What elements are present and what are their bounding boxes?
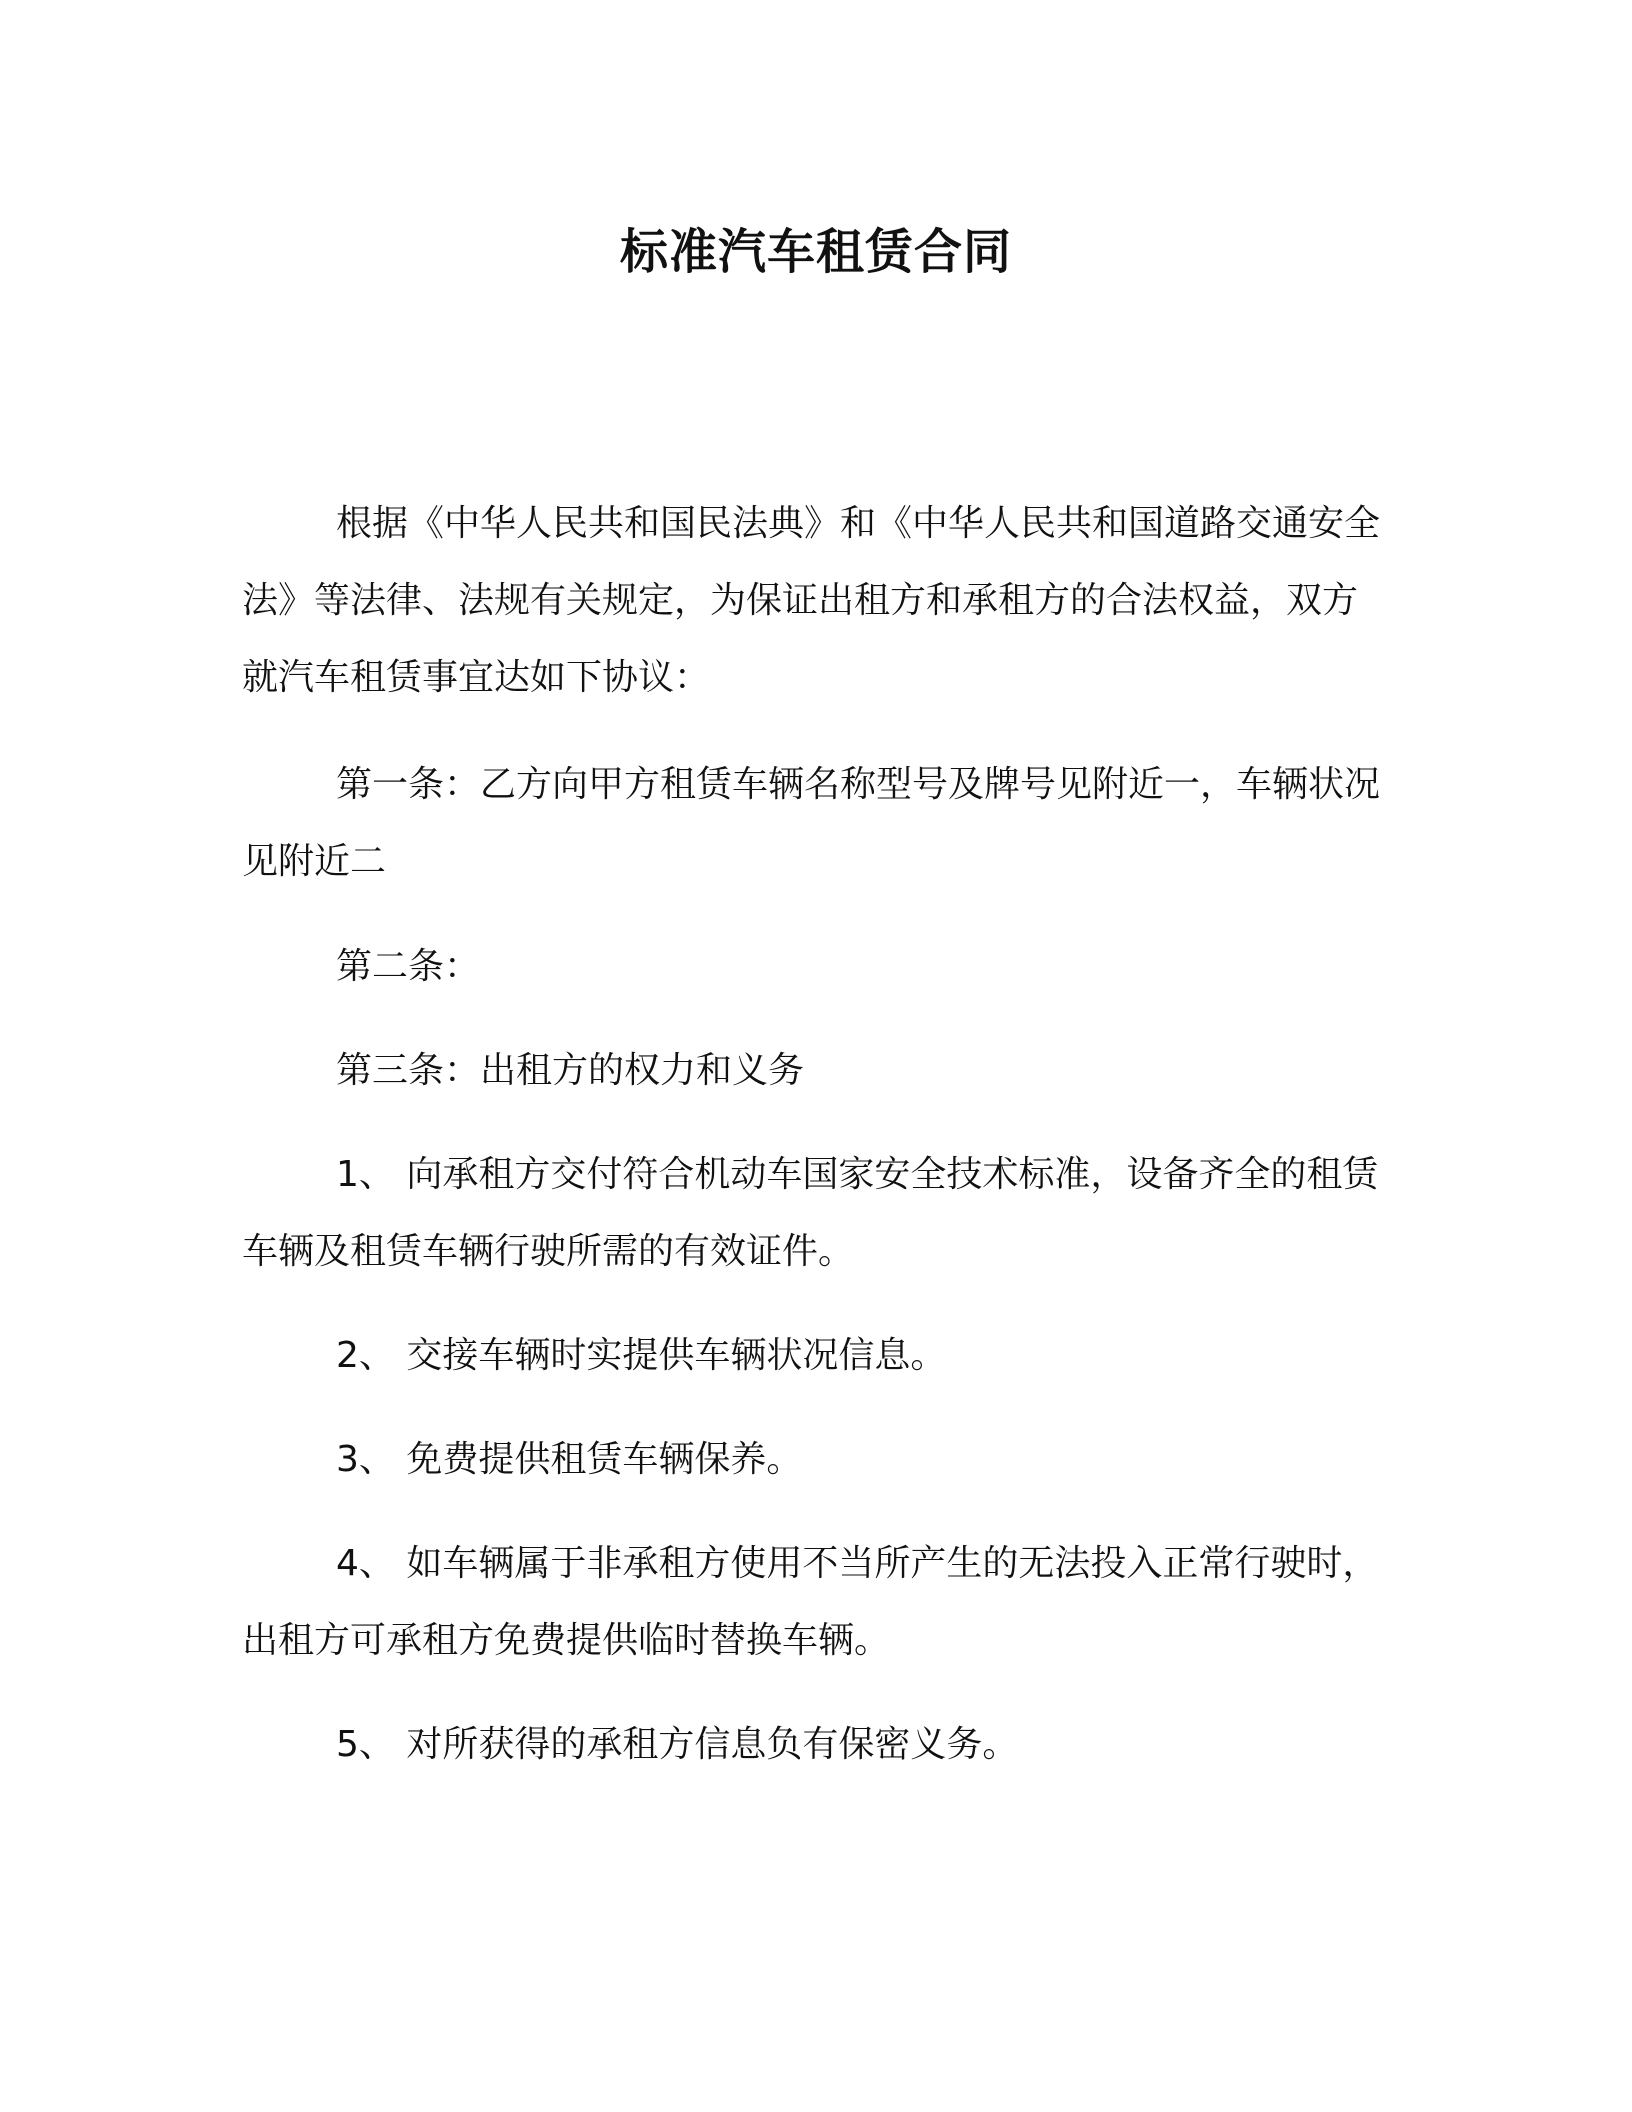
list-item: 5、 对所获得的承租方信息负有保密义务。	[336, 1724, 1019, 1765]
article-1: 第一条：乙方向甲方租赁车辆名称型号及牌号见附近一，车辆状况见附近二	[242, 764, 1381, 882]
list-item: 2、 交接车辆时实提供车辆状况信息。	[336, 1335, 947, 1376]
list-item: 3、 免费提供租赁车辆保养。	[336, 1439, 803, 1480]
list-item: 4、 如车辆属于非承租方使用不当所产生的无法投入正常行驶时，出租方可承租方免费提供临时替换车辆。	[242, 1543, 1379, 1661]
list-item: 1、 向承租方交付符合机动车国家安全技术标准，设备齐全的租赁车辆及租赁车辆行驶所需的有效证件。	[242, 1154, 1379, 1272]
intro-paragraph: 根据《中华人民共和国民法典》和《中华人民共和国道路交通安全法》等法律、法规有关规定，为保证出租方和承租方的合法权益，双方就汽车租赁事宜达如下协议：	[242, 503, 1381, 698]
article-3: 第三条：出租方的权力和义务	[336, 1050, 805, 1091]
document-title: 标准汽车租赁合同	[619, 224, 1012, 280]
article-2: 第二条：	[336, 946, 481, 987]
